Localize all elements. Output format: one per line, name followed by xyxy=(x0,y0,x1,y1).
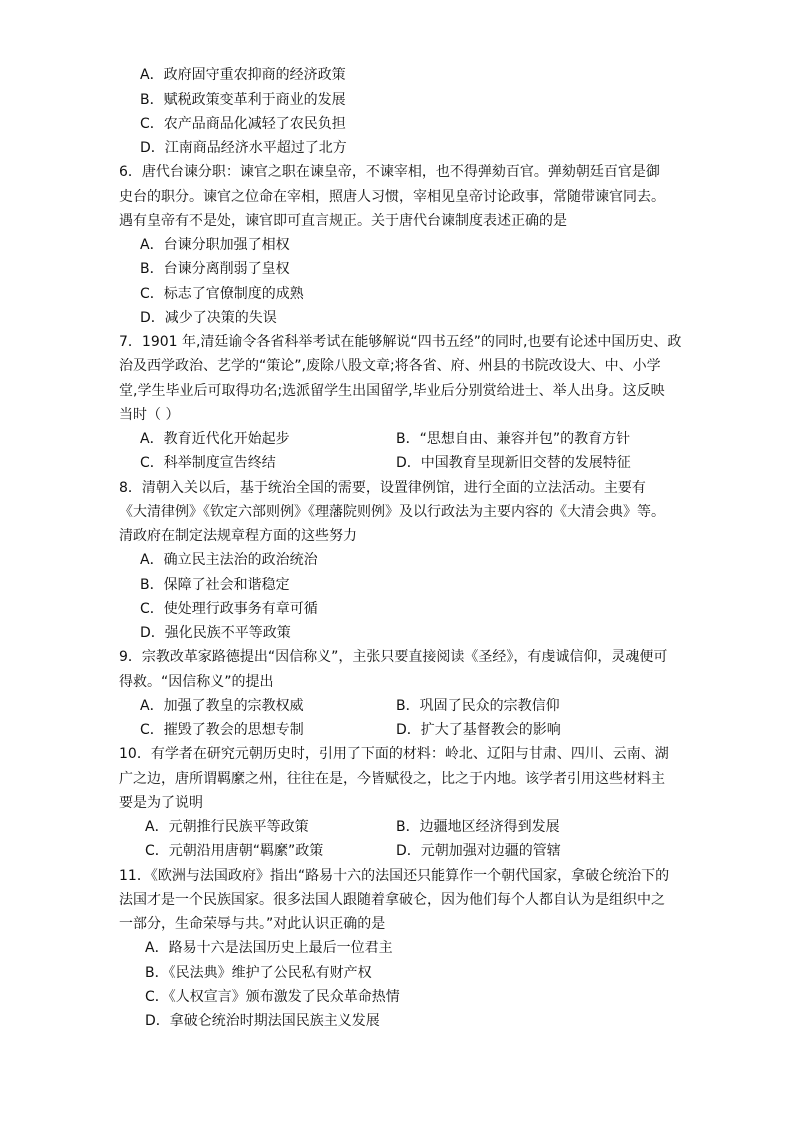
q6-option-d: D．减少了决策的失误 xyxy=(140,310,277,326)
q7-option-b: B．“思想自由、兼容并包”的教育方针 xyxy=(396,431,631,447)
q8-stem-line: 清政府在制定法规章程方面的这些努力 xyxy=(119,528,357,544)
q9-option-a: A．加强了教皇的宗教权威 xyxy=(140,698,304,714)
q9-option-b: B．巩固了民众的宗教信仰 xyxy=(396,698,560,714)
q10-stem-line: 广之边，唐所谓羁縻之州，往往在是，今皆赋役之，比之于内地。该学者引用这些材料主 xyxy=(119,771,665,787)
q10-option-d: D．元朝加强对边疆的管辖 xyxy=(396,843,561,859)
q6-option-c: C．标志了官僚制度的成熟 xyxy=(140,286,304,302)
q11-stem-line: 一部分，生命荣辱与共。”对此认识正确的是 xyxy=(119,916,386,932)
q11-option-c: C．《人权宣言》颁布激发了民众革命热情 xyxy=(145,989,400,1005)
q7-option-c: C．科举制度宣告终结 xyxy=(140,455,276,471)
q8-option-d: D．强化民族不平等政策 xyxy=(140,625,291,641)
q10-option-b: B．边疆地区经济得到发展 xyxy=(396,819,560,835)
q8-option-c: C．使处理行政事务有章可循 xyxy=(140,601,318,617)
q8-stem-line: 8．清朝入关以后，基于统治全国的需要，设置律例馆，进行全面的立法活动。主要有 xyxy=(119,480,646,496)
q9-stem-line: 9．宗教改革家路德提出“因信称义”，主张只要直接阅读《圣经》，有虔诚信仰，灵魂便可 xyxy=(119,649,668,665)
q6-stem-line: 遇有皇帝有不是处，谏官即可直言规正。关于唐代台谏制度表述正确的是 xyxy=(119,213,567,229)
q10-option-a: A．元朝推行民族平等政策 xyxy=(145,819,309,835)
q11-option-d: D．拿破仑统治时期法国民族主义发展 xyxy=(145,1013,380,1029)
q11-stem-line: 11．《欧洲与法国政府》指出“路易十六的法国还只能算作一个朝代国家，拿破仑统治下的 xyxy=(119,868,670,884)
q8-stem-line: 《大清律例》《钦定六部则例》《理藩院则例》及以行政法为主要内容的《大清会典》等。 xyxy=(119,504,665,520)
q11-stem-line: 法国才是一个民族国家。很多法国人跟随着拿破仑，因为他们每个人都自认为是组织中之 xyxy=(119,892,665,908)
q6-option-b: B．台谏分离削弱了皇权 xyxy=(140,261,290,277)
q11-option-a: A．路易十六是法国历史上最后一位君主 xyxy=(145,940,393,956)
q7-option-a: A．教育近代化开始起步 xyxy=(140,431,290,447)
q5-option-c: C．农产品商品化减轻了农民负担 xyxy=(140,116,346,132)
q5-option-d: D．江南商品经济水平超过了北方 xyxy=(140,140,347,156)
q6-stem-line: 6．唐代台谏分职：谏官之职在谏皇帝，不谏宰相，也不得弹劾百官。弹劾朝廷百官是御 xyxy=(119,164,660,180)
q9-option-d: D．扩大了基督教会的影响 xyxy=(396,722,561,738)
q6-stem-line: 史台的职分。谏官之位命在宰相，照唐人习惯，宰相见皇帝讨论政事，常随带谏官同去。 xyxy=(119,189,665,205)
q8-option-b: B．保障了社会和谐稳定 xyxy=(140,577,290,593)
q6-option-a: A．台谏分职加强了相权 xyxy=(140,237,290,253)
q5-option-a: A．政府固守重农抑商的经济政策 xyxy=(140,67,346,83)
q9-stem-line: 得救。“因信称义”的提出 xyxy=(119,674,274,690)
q7-stem-line: 堂,学生毕业后可取得功名;选派留学生出国留学,毕业后分别赏给进士、举人出身。这反映 xyxy=(119,383,665,399)
q11-option-b: B．《民法典》维护了公民私有财产权 xyxy=(145,965,372,981)
q7-option-d: D．中国教育呈现新旧交替的发展特征 xyxy=(396,455,631,471)
q5-option-b: B．赋税政策变革利于商业的发展 xyxy=(140,92,346,108)
q7-stem-line: 治及西学政治、艺学的“策论”,废除八股文章;将各省、府、州县的书院改设大、中、小学 xyxy=(119,358,661,374)
q10-option-c: C．元朝沿用唐朝“羁縻”政策 xyxy=(145,843,324,859)
q9-option-c: C．摧毁了教会的思想专制 xyxy=(140,722,304,738)
q8-option-a: A．确立民主法治的政治统治 xyxy=(140,552,318,568)
q7-stem-line: 当时（ ） xyxy=(119,407,180,423)
q7-stem-line: 7．1901 年,清廷谕令各省科举考试在能够解说“四书五经”的同时,也要有论述中国历史、政 xyxy=(119,334,682,350)
q10-stem-line: 10．有学者在研究元朝历史时，引用了下面的材料：岭北、辽阳与甘肃、四川、云南、湖 xyxy=(119,746,669,762)
q10-stem-line: 要是为了说明 xyxy=(119,795,203,811)
